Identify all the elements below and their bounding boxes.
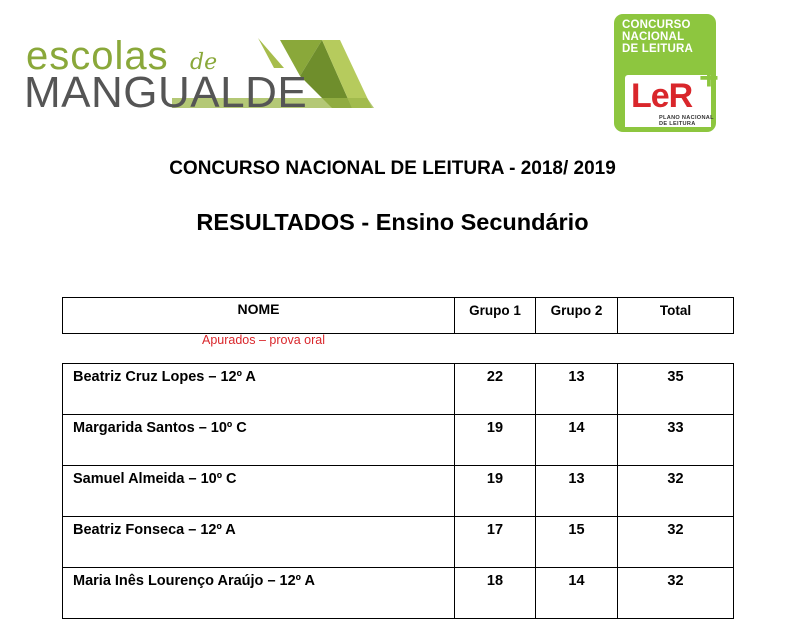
score-grupo2: 13 <box>536 364 618 415</box>
logo-line1: escolas <box>26 34 169 78</box>
score-total: 32 <box>618 568 734 619</box>
score-total: 32 <box>618 466 734 517</box>
score-grupo2: 14 <box>536 568 618 619</box>
student-name: Samuel Almeida – 10º C <box>63 466 455 517</box>
score-total: 32 <box>618 517 734 568</box>
header-name: NOME <box>63 298 455 334</box>
qualified-note: Apurados – prova oral <box>202 333 325 347</box>
score-grupo1: 22 <box>455 364 536 415</box>
score-grupo1: 19 <box>455 466 536 517</box>
header-grupo2: Grupo 2 <box>536 298 618 334</box>
results-table <box>62 363 734 619</box>
student-name: Beatriz Fonseca – 12º A <box>63 517 455 568</box>
ler-mark: LeR <box>631 77 693 115</box>
table-row <box>63 568 734 619</box>
logo-connector: de <box>190 50 218 75</box>
results-header-table <box>62 297 734 334</box>
document-subtitle: RESULTADOS - Ensino Secundário <box>196 209 589 235</box>
logo-line2: MANGUALDE <box>24 68 308 117</box>
concurso-nacional-leitura-logo <box>614 14 719 132</box>
table-row <box>63 364 734 415</box>
header-row <box>63 298 734 334</box>
student-name: Maria Inês Lourenço Araújo – 12º A <box>63 568 455 619</box>
student-name: Margarida Santos – 10º C <box>63 415 455 466</box>
score-grupo2: 14 <box>536 415 618 466</box>
student-name: Beatriz Cruz Lopes – 12º A <box>63 364 455 415</box>
table-row <box>63 517 734 568</box>
score-total: 35 <box>618 364 734 415</box>
score-grupo1: 19 <box>455 415 536 466</box>
header-total: Total <box>618 298 734 334</box>
score-grupo2: 13 <box>536 466 618 517</box>
score-total: 33 <box>618 415 734 466</box>
ler-plus-icon: + <box>699 59 719 97</box>
score-grupo2: 15 <box>536 517 618 568</box>
cnl-line-1: CONCURSO <box>622 19 691 31</box>
document-title: CONCURSO NACIONAL DE LEITURA - 2018/ 2019 <box>169 158 616 179</box>
score-grupo1: 18 <box>455 568 536 619</box>
table-row <box>63 466 734 517</box>
cnl-line-2: NACIONAL <box>622 31 685 43</box>
escolas-de-mangualde-logo <box>22 28 382 118</box>
header-grupo1: Grupo 1 <box>455 298 536 334</box>
ler-mark-box <box>625 59 719 127</box>
pnl-line-2: DE LEITURA <box>659 121 696 127</box>
pnl-line-1: PLANO NACIONAL <box>659 115 714 121</box>
score-grupo1: 17 <box>455 517 536 568</box>
table-row <box>63 415 734 466</box>
cnl-line-3: DE LEITURA <box>622 43 693 55</box>
mangualde-logo-graphic <box>22 28 382 118</box>
